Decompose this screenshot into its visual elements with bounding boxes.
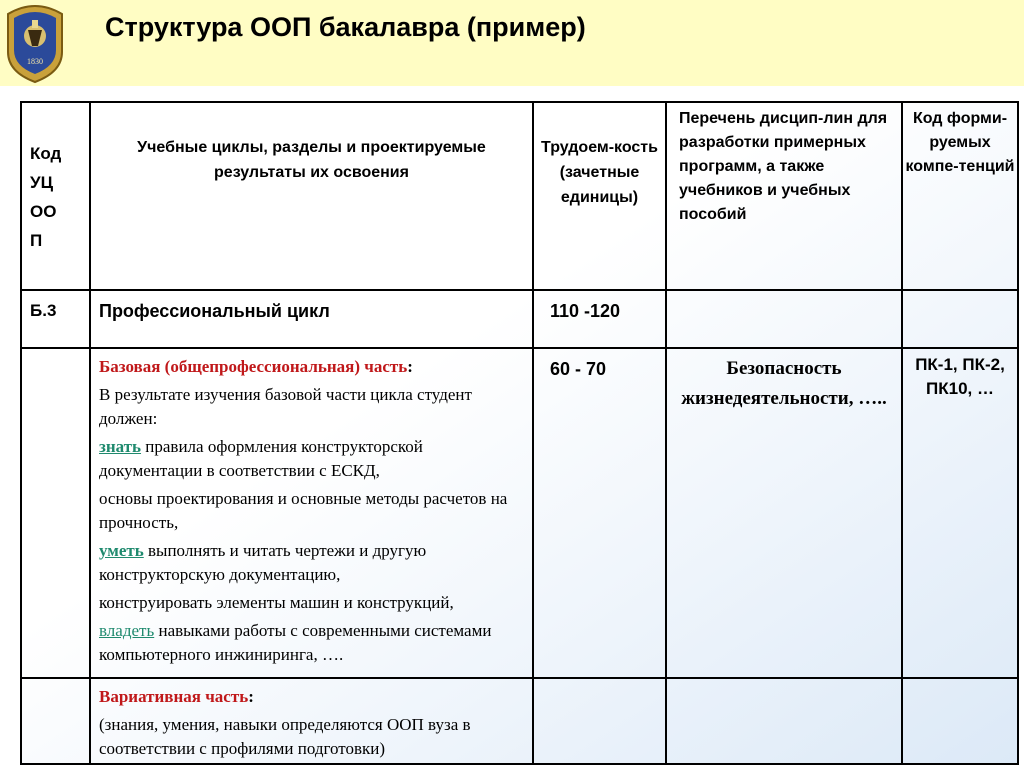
- curriculum-table: [20, 101, 1017, 765]
- can-keyword: уметь: [99, 541, 144, 560]
- header-cycles-cell: [90, 102, 533, 290]
- header-cycles-text: Учебные циклы, разделы и проектируемые результаты их освоения: [137, 139, 486, 181]
- header-code-line: ОО: [30, 202, 57, 221]
- row-code-cell: [21, 678, 90, 764]
- own-text: навыками работы с современными системами компьютерного инжиниринга, ….: [99, 621, 492, 664]
- row-code-cell: [21, 348, 90, 678]
- row-code-cell: [21, 290, 90, 348]
- header-disciplines-text: Перечень дисцип-лин для разработки примерных программ, а также учебников и учебных пособий: [679, 110, 888, 223]
- variable-part-title: Вариативная часть: [99, 687, 249, 706]
- table-row: [21, 290, 1018, 348]
- header-competences-text: Код форми-руемых компе-тенций: [905, 110, 1015, 175]
- table-row: [21, 678, 1018, 764]
- row-code: Б.3: [30, 301, 57, 320]
- base-discipline: Безопасность жизнедеятельности, …..: [681, 358, 887, 409]
- can-text: выполнять и читать чертежи и другую конструкторскую документацию,: [99, 541, 427, 584]
- row-name: Профессиональный цикл: [99, 301, 330, 321]
- header-competences-cell: [902, 102, 1018, 290]
- svg-text:1830: 1830: [27, 57, 43, 66]
- header-code-cell: [21, 102, 90, 290]
- know-text: правила оформления конструкторской документации в соответствии с ЕСКД,: [99, 437, 423, 480]
- row-disciplines-cell: [666, 290, 902, 348]
- row-labor-cell: [533, 678, 666, 764]
- row-competences-cell: [902, 290, 1018, 348]
- row-competences-cell: [902, 678, 1018, 764]
- know-keyword: знать: [99, 437, 142, 456]
- header-code-line: Код: [30, 144, 62, 163]
- variable-part-text: (знания, умения, навыки определяются ООП вуза в соответствии с профилями подготовки): [99, 715, 471, 758]
- base-labor-cell: [533, 348, 666, 678]
- row-labor: 110 -120: [550, 301, 621, 321]
- table-header-row: [21, 102, 1018, 290]
- row-disciplines-cell: [666, 678, 902, 764]
- header-code-line: П: [30, 231, 43, 250]
- own-keyword: владеть: [99, 621, 155, 640]
- base-part-title: Базовая (общепрофессиональная) часть: [99, 357, 408, 376]
- row-name-cell: [90, 290, 533, 348]
- variable-part-cell: [90, 678, 533, 764]
- header-disciplines-cell: [666, 102, 902, 290]
- base-part-intro: В результате изучения базовой части цикла студент должен:: [99, 385, 472, 428]
- base-labor: 60 - 70: [550, 359, 607, 379]
- university-emblem-icon: [2, 0, 68, 84]
- page-title: Структура ООП бакалавра (пример): [105, 12, 586, 42]
- row-labor-cell: [533, 290, 666, 348]
- table-row: [21, 348, 1018, 678]
- base-discipline-cell: [666, 348, 902, 678]
- variable-part-colon: :: [248, 687, 254, 706]
- header-labor-cell: [533, 102, 666, 290]
- base-competences: ПК-1, ПК-2, ПК10, …: [915, 355, 1005, 398]
- base-part-cell: [90, 348, 533, 678]
- header-labor-text: Трудоем-кость (зачетные единицы): [541, 139, 658, 206]
- can-text-2: конструировать элементы машин и конструкций,: [99, 593, 454, 612]
- header-code-line: УЦ: [30, 173, 53, 192]
- title-bar: [0, 0, 1024, 86]
- base-competences-cell: [902, 348, 1018, 678]
- base-part-colon: :: [407, 357, 413, 376]
- know-text-2: основы проектирования и основные методы расчетов на прочность,: [99, 489, 508, 532]
